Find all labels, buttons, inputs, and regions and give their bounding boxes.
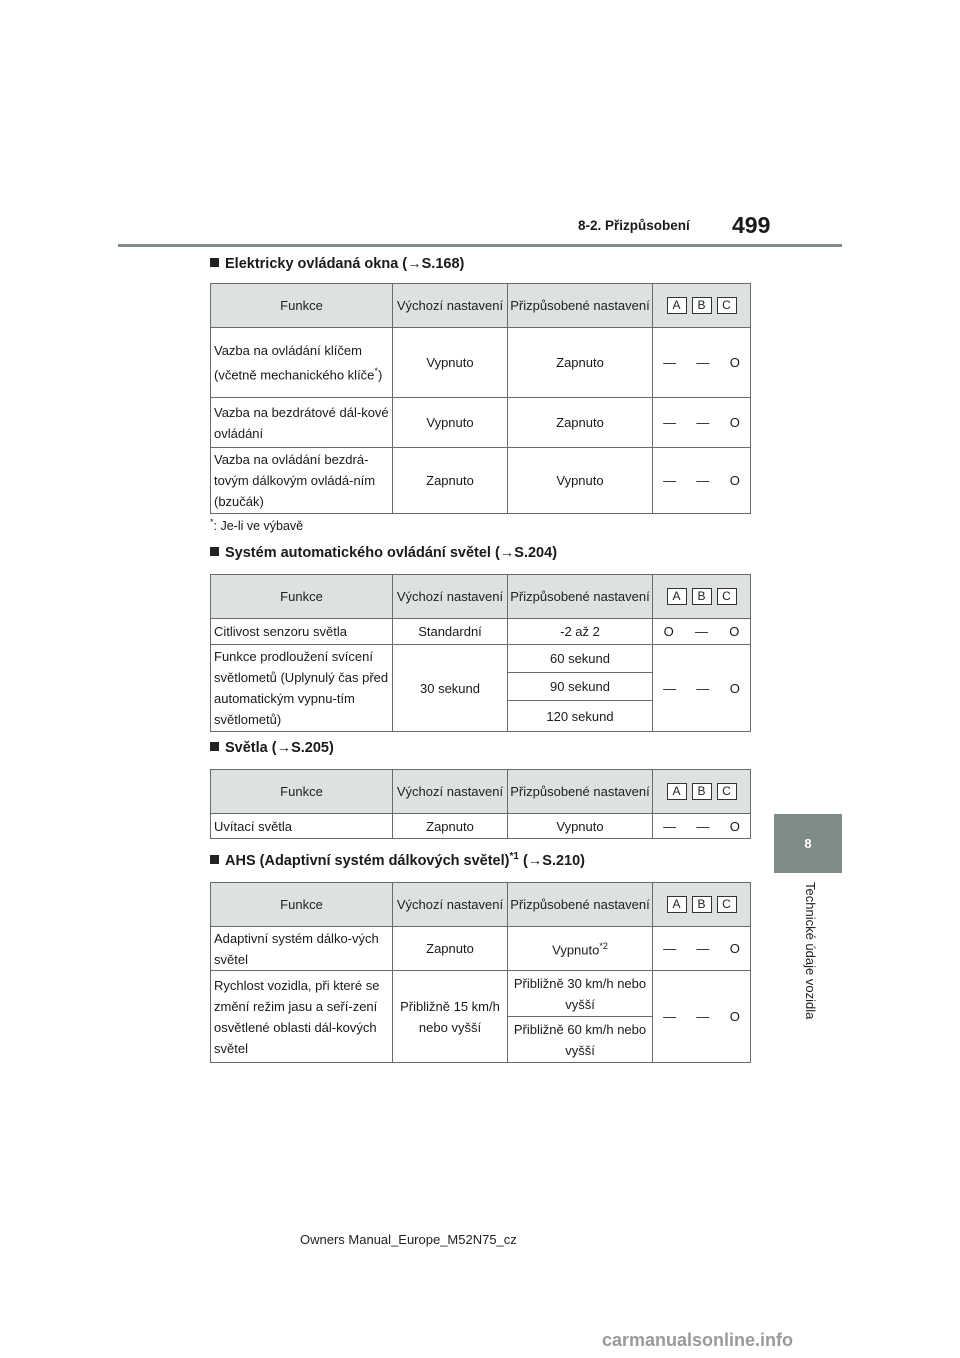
- table-row: [211, 398, 751, 448]
- mode-b-label: B: [692, 297, 712, 314]
- footnote-marker: *1: [509, 851, 519, 862]
- settings-table-auto-lights: [210, 574, 751, 732]
- manual-id: Owners Manual_Europe_M52N75_cz: [300, 1232, 517, 1247]
- chapter-number: 8: [804, 836, 812, 851]
- row-vychozi: Přibližně 15 km/h nebo vyšší: [393, 971, 508, 1063]
- row-abc: — — O: [653, 328, 751, 398]
- table-row: [211, 814, 751, 839]
- row-prizpusobene: Vypnuto: [508, 448, 653, 514]
- col-header-funkce: Funkce: [211, 575, 393, 619]
- mode-a-label: A: [667, 896, 687, 913]
- mode-c-label: C: [717, 588, 737, 605]
- row-prizpusobene-option: 120 sekund: [508, 701, 653, 732]
- row-vychozi: 30 sekund: [393, 645, 508, 732]
- section-title-text: AHS (Adaptivní systém dálkových světel): [225, 852, 510, 869]
- col-header-abc: [653, 284, 751, 328]
- row-prizpusobene: Vypnuto$^{*2}$: [508, 927, 653, 971]
- table-row: [211, 645, 751, 673]
- col-header-prizpusobene: Přizpůsobené nastavení: [508, 883, 653, 927]
- col-header-abc: [653, 575, 751, 619]
- page-reference-link[interactable]: →S.168): [407, 256, 465, 272]
- col-header-vychozi: Výchozí nastavení: [393, 284, 508, 328]
- col-header-funkce: Funkce: [211, 883, 393, 927]
- page-number: 499: [732, 212, 771, 238]
- row-abc: O — O: [653, 619, 751, 645]
- row-funkce: Vazba na bezdrátové dál-kové ovládání: [211, 398, 393, 448]
- header-rule: [118, 244, 842, 247]
- table-row: [211, 328, 751, 398]
- row-prizpusobene: Zapnuto: [508, 328, 653, 398]
- settings-table-lights: [210, 769, 751, 839]
- table-row: [211, 448, 751, 514]
- row-funkce: Adaptivní systém dálko-vých světel: [211, 927, 393, 971]
- settings-table-windows: [210, 283, 751, 514]
- table-header-row: [211, 770, 751, 814]
- table-row: [211, 971, 751, 1017]
- section-title-auto-lights: [210, 545, 557, 561]
- page-reference-link[interactable]: →S.210): [527, 852, 586, 869]
- row-abc: — — O: [653, 971, 751, 1063]
- col-header-funkce: Funkce: [211, 284, 393, 328]
- row-abc: — — O: [653, 448, 751, 514]
- row-prizpusobene: Vypnuto: [508, 814, 653, 839]
- col-header-abc: [653, 770, 751, 814]
- row-prizpusobene-option: Přibližně 30 km/h nebo vyšší: [508, 971, 653, 1017]
- mode-b-label: B: [692, 588, 712, 605]
- mode-a-label: A: [667, 588, 687, 605]
- mode-b-label: B: [692, 783, 712, 800]
- mode-a-label: A: [667, 783, 687, 800]
- row-funkce: Vazba na ovládání klíčem (včetně mechanického klíče*): [211, 328, 393, 398]
- col-header-abc: [653, 883, 751, 927]
- col-header-funkce: Funkce: [211, 770, 393, 814]
- section-title-windows: [210, 256, 464, 272]
- row-funkce: Rychlost vozidla, při které se změní režim jasu a seří-zení osvětlené oblasti dál-kových světel: [211, 971, 393, 1063]
- bullet-square-icon: [210, 547, 219, 556]
- chapter-title: Technické údaje vozidla: [803, 882, 818, 1020]
- row-vychozi: Zapnuto: [393, 814, 508, 839]
- row-vychozi: Vypnuto: [393, 328, 508, 398]
- mode-c-label: C: [717, 896, 737, 913]
- row-prizpusobene-option: 90 sekund: [508, 673, 653, 701]
- col-header-prizpusobene: Přizpůsobené nastavení: [508, 284, 653, 328]
- row-vychozi: Standardní: [393, 619, 508, 645]
- section-title-ahs: AHS (Adaptivní systém dálkových světel)$^{*1}$ (→S.210): [210, 851, 585, 869]
- section-title-text: Světla (: [225, 740, 277, 756]
- table-header-row: [211, 575, 751, 619]
- table-header-row: [211, 883, 751, 927]
- row-abc: — — O: [653, 927, 751, 971]
- table-header-row: [211, 284, 751, 328]
- mode-a-label: A: [667, 297, 687, 314]
- section-title-lights: [210, 740, 334, 756]
- chapter-tab: [774, 814, 842, 873]
- mode-c-label: C: [717, 297, 737, 314]
- settings-table-ahs: [210, 882, 751, 1063]
- page-reference-link[interactable]: →S.205): [276, 740, 334, 756]
- col-header-prizpusobene: Přizpůsobené nastavení: [508, 770, 653, 814]
- section-title-text: Systém automatického ovládání světel (: [225, 545, 500, 561]
- table-row: [211, 927, 751, 971]
- row-vychozi: Zapnuto: [393, 448, 508, 514]
- row-vychozi: Vypnuto: [393, 398, 508, 448]
- mode-c-label: C: [717, 783, 737, 800]
- row-abc: — — O: [653, 398, 751, 448]
- bullet-square-icon: [210, 258, 219, 267]
- row-funkce: Funkce prodloužení svícení světlometů (Uplynulý čas před automatickým vypnu-tím světlometů): [211, 645, 393, 732]
- row-abc: — — O: [653, 645, 751, 732]
- section-title-text: Elektricky ovládaná okna (: [225, 256, 408, 272]
- watermark: carmanualsonline.info: [602, 1330, 794, 1350]
- bullet-square-icon: [210, 855, 219, 864]
- col-header-prizpusobene: Přizpůsobené nastavení: [508, 575, 653, 619]
- section-heading: 8-2. Přizpůsobení: [578, 218, 690, 233]
- col-header-vychozi: Výchozí nastavení: [393, 575, 508, 619]
- col-header-vychozi: Výchozí nastavení: [393, 770, 508, 814]
- table-row: [211, 619, 751, 645]
- row-prizpusobene: Zapnuto: [508, 398, 653, 448]
- row-prizpusobene: -2 až 2: [508, 619, 653, 645]
- row-prizpusobene-option: 60 sekund: [508, 645, 653, 673]
- row-funkce: Vazba na ovládání bezdrá-tovým dálkovým ovládá-ním (bzučák): [211, 448, 393, 514]
- mode-b-label: B: [692, 896, 712, 913]
- row-funkce: Citlivost senzoru světla: [211, 619, 393, 645]
- row-funkce: Uvítací světla: [211, 814, 393, 839]
- bullet-square-icon: [210, 742, 219, 751]
- row-vychozi: Zapnuto: [393, 927, 508, 971]
- footnote: *: Je-li ve výbavě: [210, 517, 304, 534]
- row-abc: — — O: [653, 814, 751, 839]
- row-prizpusobene-option: Přibližně 60 km/h nebo vyšší: [508, 1017, 653, 1063]
- col-header-vychozi: Výchozí nastavení: [393, 883, 508, 927]
- page-reference-link[interactable]: →S.204): [499, 545, 558, 561]
